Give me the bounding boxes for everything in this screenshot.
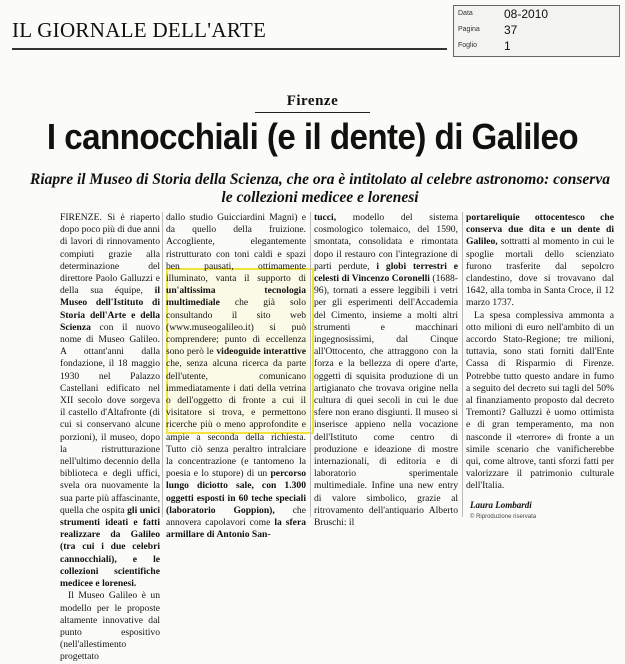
article-column-3	[314, 212, 458, 529]
column-text: (1688-96), tornati a essere leggibili i vetri per gli esperimenti dell'Accademia del Cimento, insieme a molti altri strumenti e macchinari ingegnosissimi, dal Cinque all'Ottocento, che attraggono con la forza e la bellezza di opere d'arte, oggetti di squisita produzione di un artigianato che trovava origine nella cultura di quei secoli in cui le due sfere non erano disgiunti. Il museo si inserisce appieno nella vocazione dell'Istituto come centro di produzione e ideazione di mostre internazionali, di editoria e di laboratorio sperimentale multimediale. Infine una new entry di valore simbolico, grazie al ritrovamento dell'antiquario Alberto Bruschi: il	[314, 273, 458, 529]
stamp-label: Pagina	[458, 26, 480, 33]
stamp-row-page	[454, 23, 619, 39]
column-text: dallo studio Guicciardini Magni) e da quello della fruizione. Accogliente, elegantemente ristrutturato con toni caldi e spazi ben pausati, ottimamente illuminato, vanta il supporto di	[166, 212, 306, 285]
kicker-underline	[255, 112, 370, 113]
stamp-value: 1	[504, 39, 511, 53]
column-bold-text: i globi terrestri e celesti di Vincenzo Coronelli	[314, 260, 458, 285]
column-text: con il nuovo nome di Museo Galileo. A ottant'anni dalla fondazione, il 18 maggio 1930 nel Palazzo Castellani edificato nel XII secolo dove sorgeva il castello d'Altafronte (di cui si conservano alcune porzioni), il museo, dopo la ristrutturazione nell'ultimo decennio della biblioteca e degli uffici, svela ora nuovamente la sua parte più affascinante, quella che ospita	[60, 321, 160, 516]
column-text: che annovera capolavori come	[166, 504, 306, 529]
column-bold-text: il Museo dell'Istituto di Storia dell'Arte e della Scienza	[60, 285, 160, 333]
stamp-label: Foglio	[458, 42, 478, 49]
column-bold-text: portareliquie ottocentesco che conserva due dita e un dente di Galileo,	[466, 212, 614, 248]
clipping-stamp	[453, 5, 620, 57]
stamp-row-sheet	[454, 39, 619, 55]
stamp-value: 37	[504, 23, 518, 37]
column-text: che già solo consultando il sito web (www.museogalileo.it) si può comprendere; punto di eccellenza sono però le	[166, 297, 306, 358]
column-divider	[462, 212, 463, 517]
column-text: sottratti al momento in cui le spoglie mortali dello scienziato furono trasferite dal sepolcro clandestino, dove si trovavano dal 1642, alla tomba in Santa Croce, il 12 marzo 1737.	[466, 236, 615, 309]
article-column-4	[466, 212, 614, 493]
article-column-1	[60, 212, 160, 664]
article-headline: I cannocchiali (e il dente) di Galileo	[46, 116, 579, 157]
column-bold-text: la sfera armillare di Antonio San-	[166, 517, 306, 541]
article-column-2	[166, 212, 306, 541]
column-text: modello del sistema cosmologico tolemaico, del 1590, smontata, consolidata e rimontata dopo il restauro con l'integrazione di parti perdute,	[314, 212, 458, 272]
column-text: La spesa complessiva ammonta a otto milioni di euro nell'ambito di un accordo Stato-Regione; tre milioni, tuttavia, sono stati forniti dall'Ente Cassa di Risparmio di Firenze. Potrebbe tutto questo andare in fumo a seguito del decreto sui tagli del 50% al finanziamento proposto dal decreto Tremonti? Galluzzi è uomo ottimista e di gran temperamento, ma non nasconde il «terrore» di fronte a un simile scenario che vanificherebbe qui, come altrove, tanti sforzi fatti per valorizzare il patrimonio culturale dell'Italia.	[466, 309, 614, 492]
column-bold-text: gli unici strumenti ideati e fatti realizzare da Galileo (tra cui i due celebri cannocchiali), e le collezioni scientifiche medicee e lorenesi.	[60, 504, 160, 590]
column-bold-text: percorso lungo diciotto sale, con 1.300 oggetti esposti in 60 teche speciali (laboratorio Goppion),	[166, 468, 306, 516]
masthead	[12, 14, 447, 50]
copyright-notice: © Riproduzione riservata	[470, 514, 537, 520]
column-divider	[162, 212, 163, 517]
stamp-label: Data	[458, 10, 473, 17]
column-text: che, senza alcuna ricerca da parte dell'utente, comunicano immediatamente i dati della vetrina o dell'oggetto di fronte a cui il visitatore si trova, e permettono ricerche più o meno approfondite e ampie a seconda della richiesta. Tutto ciò senza peraltro intralciare la concentrazione (e tantomeno la poesia e lo stupore) di un	[166, 358, 306, 480]
stamp-value: 08-2010	[504, 7, 549, 21]
column-divider	[310, 212, 311, 517]
article-kicker: Firenze	[286, 93, 339, 109]
article-subhead: Riapre il Museo di Storia della Scienza, che ora è intitolato al celebre astronomo: conserva le collezioni medicee e lorenesi	[30, 171, 610, 206]
column-bold-text: tucci,	[314, 212, 353, 223]
column-bold-text: videoguide interattive	[216, 346, 306, 358]
stamp-row-date	[454, 7, 619, 23]
author-signature: Laura Lombardi	[470, 500, 532, 510]
newspaper-title: IL GIORNALE DELL'ARTE	[12, 18, 267, 42]
column-text: FIRENZE. Si è riaperto dopo poco più di due anni di lavori di rinnovamento compiuti grazie alla determinazione del direttore Paolo Galluzzi e della sua équipe,	[60, 212, 160, 297]
column-bold-text: un'altissima tecnologia multimediale	[166, 285, 306, 309]
column-text: Il Museo Galileo è un modello per le proposte altamente innovative dal punto espositivo (nell'allestimento progettato	[60, 590, 160, 663]
